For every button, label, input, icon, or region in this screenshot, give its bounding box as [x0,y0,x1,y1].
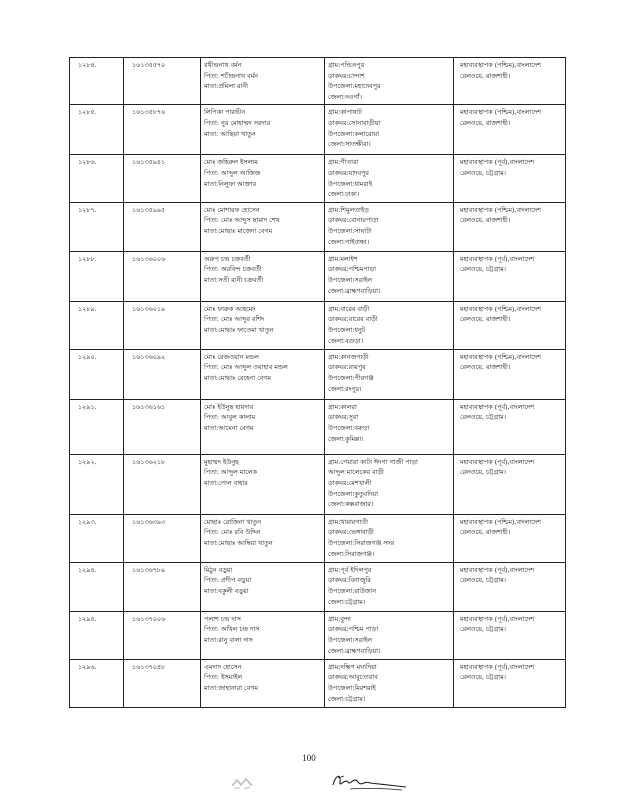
roll-number: ১৬১৩৬০১৯ [132,304,166,313]
posting-line: মহাব্যবস্থাপক (পূর্ব),বাংলাদেশ [460,158,535,167]
address-line: উপজেলা:ধনুট [328,325,366,334]
serial-number: ১২৯৬. [78,662,97,671]
address-line: জেলা:কুমিল্লা। [328,434,364,443]
posting-cell [454,659,566,707]
table-row [70,349,566,399]
address-cell [325,349,454,399]
serial-number: ১২৯৫. [78,614,97,623]
address-line: ডাকঘর:মেশখালী [328,478,372,487]
posting-line: মহাব্যবস্থাপক (পশ্চিম),বাংলাদেশ [460,61,541,69]
posting-line: রেলওয়ে, রাজশাহী। [460,118,511,127]
candidate-cell [201,58,325,105]
address-cell [325,251,454,301]
table-row [70,399,566,454]
address-line: জেলা:সিরাজগঞ্জ। [328,549,375,558]
roll-cell [124,611,201,659]
serial-cell [70,454,124,514]
posting-line: রেলওয়ে, রাজশাহী। [460,216,511,225]
mother-name: মাতা:প্রমিলা রানী [204,82,249,91]
table-row [70,659,566,707]
father-name: পিতা: অখিল চন্দ্র দাস [204,625,260,634]
page-number: 100 [302,753,316,763]
serial-number: ১২৮৯. [78,304,97,313]
father-name: পিতা: আবুল কালাম [204,413,256,422]
address-line: উপজেলা:মিরশরাই [328,683,376,692]
address-line: ডাকঘর:রায়পুর [328,363,366,372]
serial-cell [70,155,124,202]
address-line: গ্রাম:কালরা [328,402,357,411]
roll-cell [124,105,201,155]
table-row [70,562,566,611]
address-line: জেলা:ব্রাহ্মণবাড়িয়া। [328,646,381,655]
posting-line: মহাব্যবস্থাপক (পশ্চিম),বাংলাদেশ [460,352,541,361]
mother-name: মাতা:বকুলী বড়ুয়া [204,586,249,595]
candidate-cell [201,105,325,155]
posting-line: মহাব্যবস্থাপক (পশ্চিম),বাংলাদেশ [460,517,541,526]
roll-number: ১৬১৩৭০০৬ [132,614,166,623]
candidate-name: মোঃ ফারুক আহমেদ [204,304,256,313]
address-line: উপজেলা:ধামরাই [328,179,373,188]
roll-cell [124,514,201,562]
address-line: জেলা:গাইবান্ধা। [328,237,370,246]
posting-line: মহাব্যবস্থাপক (পূর্ব),বাংলাদেশ [460,254,535,263]
mother-name: মাতা:মোছাঃ ফাতেমা খাতুন [204,325,274,334]
address-line: ডাকঘর:বিনাজুরি [328,576,371,585]
father-name: পিতা: অরবিন্দ চক্রবর্তী [204,265,262,274]
posting-line: রেলওয়ে, চট্টগ্রাম। [460,413,506,422]
posting-line: মহাব্যবস্থাপক (পশ্চিম),বাংলাদেশ [460,108,541,117]
table-row [70,301,566,349]
posting-line: রেলওয়ে, রাজশাহী। [460,528,511,537]
candidate-cell [201,611,325,659]
address-line: জেলা:রংপুর। [328,384,362,393]
address-line: গ্রাম:কাপাষাট [328,108,362,117]
candidate-name: মুহাম্মদ ইউনুছ [204,457,239,466]
address-line: উপজেলা:মহাদেবপুর [328,82,381,91]
posting-line: রেলওয়ে, চট্টগ্রাম। [460,265,506,274]
candidate-name: রথীন্দ্রনাথ বর্মন [204,61,242,69]
address-line: গ্রাম:পন্ডিতপুর [328,61,365,69]
posting-line: মহাব্যবস্থাপক (পূর্ব),বাংলাদেশ [460,402,535,411]
serial-cell [70,562,124,611]
mother-name: মাতা:নিলুফা আক্তার [204,179,257,188]
serial-number: ১২৮৬. [78,158,97,167]
candidate-cell [201,301,325,349]
posting-line: মহাব্যবস্থাপক (পশ্চিম),বাংলাদেশ [460,304,541,313]
address-line: আব্দুল মালেকের বাড়ী [328,468,384,477]
address-line: জেলা:চট্টগ্রাম। [328,597,366,606]
mother-name: মাতা:সতী রানী চক্রবর্তী [204,275,264,284]
address-cell [325,58,454,105]
address-line: গ্রাম:গীতারা [328,158,359,167]
roll-cell [124,202,201,251]
table-row [70,454,566,514]
candidate-name: মোছাঃ রোজিনা খাতুন [204,517,262,526]
candidate-name: মোঃ রেজওয়ান মন্ডল [204,352,259,361]
mother-name: মাতা:আমেনা বেগম [204,423,254,432]
roll-cell [124,659,201,707]
address-cell [325,562,454,611]
roll-number: ১৬১৩৬০০৬ [132,254,166,263]
roll-number: ১৬১৩৭০৪৮ [132,662,166,671]
address-line: উপজেলা:সাঘাটা [328,226,372,235]
posting-cell [454,562,566,611]
posting-line: রেলওয়ে, চট্টগ্রাম। [460,468,506,477]
address-line: গ্রাম:কানজগাড়ী [328,352,369,361]
candidate-cell [201,659,325,707]
posting-line: রেলওয়ে, রাজশাহী। [460,71,511,80]
address-line: উপজেলা:কলারোয়া [328,129,380,138]
address-cell [325,105,454,155]
candidate-name: মোঃ মোশারফ হোসেন [204,205,260,214]
roll-number: ১৬১৩৫৫৭০ [132,61,166,69]
roll-number: ১৬১৩৬২১৮ [132,457,166,466]
address-line: গ্রাম:মলাইশ [328,254,358,263]
candidate-cell [201,202,325,251]
candidate-name: মোঃ ইউনুছ হায়দার [204,402,254,411]
address-line: গ্রাম:খামারগাতী [328,517,368,526]
roll-number: ১৬১৩৫৯৪১ [132,158,166,167]
table-row [70,251,566,301]
address-cell [325,399,454,454]
address-line: জেলা:কক্সবাজার। [328,500,374,509]
address-line: ডাকঘর:যাদবপুর [328,168,369,177]
roll-number: ১৬১৩৬৭৮৯ [132,565,166,574]
address-line: উপজেলা:সরাইল [328,635,373,644]
address-line: ডাকঘর:ভেঙ্গাবাড়ী [328,528,374,537]
posting-line: মহাব্যবস্থাপক (পূর্ব),বাংলাদেশ [460,457,535,466]
father-name: পিতা: মোঃ আব্দুস ছামাদ শেখ [204,216,280,225]
candidate-cell [201,454,325,514]
address-line: জেলা:নওগাঁ। [328,92,362,101]
candidate-cell [201,399,325,454]
address-line: উপজেলা:সরাইল [328,275,373,284]
father-name: পিতা: আব্দুল আজিজ [204,168,261,177]
posting-cell [454,251,566,301]
serial-cell [70,514,124,562]
address-cell [325,202,454,251]
address-line: গ্রাম:বুন্দা [328,614,351,623]
father-name: পিতা: মোঃ রবি উদ্দিন [204,528,261,537]
posting-cell [454,202,566,251]
mother-name: মাতা: আছিয়া খাতুন [204,129,256,138]
address-line: জেলা:ব্রাহ্মণবাড়িয়া। [328,286,381,295]
posting-cell [454,611,566,659]
roll-number: ১৬১৩৬৩৯৩ [132,517,166,526]
serial-number: ১২৮৪. [78,61,97,69]
candidate-name: পলাশ চন্দ্র দাস [204,614,241,623]
roll-number: ১৬১৩৬১৬১ [132,402,166,411]
table-row [70,514,566,562]
father-name: পিতা: ইসমাইল [204,673,243,682]
address-cell [325,155,454,202]
serial-cell [70,301,124,349]
candidate-name: অরুপ চন্দ্র চক্রবর্তী [204,254,251,263]
roll-cell [124,301,201,349]
address-line: জেলা:চট্টগ্রাম। [328,694,366,703]
address-line: উপজেলা:কুতুবদিয়া [328,489,378,498]
address-line: উপজেলা:বরুড়া [328,423,370,432]
candidate-cell [201,155,325,202]
address-line: গ্রাম:পূর্ব ইদিলপুর [328,565,372,574]
posting-line: মহাব্যবস্থাপক (পূর্ব),বাংলাদেশ [460,662,535,671]
posting-cell [454,58,566,105]
posting-line: মহাব্যবস্থাপক (পশ্চিম),বাংলাদেশ [460,205,541,214]
mother-name: মাতা:মোছাঃ মাজেদা বেগম [204,226,273,235]
posting-cell [454,105,566,155]
stamp-mark [228,774,258,792]
address-cell [325,301,454,349]
address-cell [325,514,454,562]
father-name: পিতা: শচীন্দ্রনাথ বর্মন [204,71,258,80]
roll-cell [124,454,201,514]
address-line: গ্রাম:পেয়ারা কাটা ঈদগা গাজী পাড়া [328,457,418,466]
posting-line: মহাব্যবস্থাপক (পূর্ব),বাংলাদেশ [460,565,535,574]
mother-name: মাতা:গোল বাহার [204,478,248,487]
mother-name: মাতা:মোছাঃ আম্বিয়া খাতুন [204,538,273,547]
serial-number: ১২৯২. [78,457,97,466]
candidate-name: লিপিকা পারভীন [204,108,246,117]
address-line: গ্রাম:বারের বাড়ী [328,304,370,313]
serial-cell [70,251,124,301]
roll-cell [124,399,201,454]
address-line: ডাকঘর:চান্দাশ [328,71,365,80]
posting-line: রেলওয়ে, রাজশাহী। [460,363,511,372]
serial-cell [70,399,124,454]
roll-cell [124,58,201,105]
address-line: ডাকঘর:পশ্চিমপাড়া [328,265,377,274]
mother-name: মাতা:রানু বালা দাস [204,635,253,644]
candidate-table [69,57,566,708]
address-line: ডাকঘর:আবুতোরাব [328,673,378,682]
address-line: গ্রাম:শিমুলতাইড় [328,205,369,214]
roll-cell [124,562,201,611]
roll-number: ১৬১৩৫৯৯৫ [132,205,166,214]
address-line: ডাকঘর:সুরা [328,413,359,422]
father-name: পিতা: নুর মোহাম্মদ সরদার [204,118,271,127]
table-row [70,105,566,155]
serial-number: ১২৮৭. [78,205,97,214]
address-line: উপজেলা:রাউজান [328,586,377,595]
serial-number: ১২৯৪. [78,565,97,574]
posting-line: রেলওয়ে, রাজশাহী। [460,315,511,324]
posting-line: রেলওয়ে, চট্টগ্রাম। [460,625,506,634]
table-row [70,611,566,659]
serial-number: ১২৯৩. [78,517,97,526]
address-line: ডাকঘর:সোনাবাড়ীয়া [328,118,381,127]
serial-cell [70,202,124,251]
candidate-name: এমদাদ হোসেন [204,662,242,671]
posting-cell [454,155,566,202]
candidate-cell [201,562,325,611]
father-name: পিতা: মোঃ আব্দুর রশিদ [204,315,265,324]
address-line: উপজেলা:সিরাজগঞ্জ সদর [328,538,395,547]
roll-cell [124,155,201,202]
mother-name: মাতা:জাহানারা বেগম [204,683,258,692]
candidate-name: মোঃ জহিরুল ইসলাম [204,158,258,167]
father-name: পিতা: প্রদীপ বড়ুয়া [204,576,252,585]
address-line: উপজেলা:পীরগঞ্জ [328,373,374,382]
posting-line: রেলওয়ে, চট্টগ্রাম। [460,673,506,682]
table-row [70,155,566,202]
serial-cell [70,58,124,105]
address-line: জেলা:ঢাকা। [328,190,360,199]
candidate-cell [201,251,325,301]
roll-cell [124,251,201,301]
posting-cell [454,301,566,349]
mother-name: মাতা:মোছাঃ রেহেনা বেগম [204,373,271,382]
serial-number: ১২৯০. [78,352,97,361]
posting-line: রেলওয়ে, চট্টগ্রাম। [460,576,506,585]
posting-cell [454,349,566,399]
serial-number: ১২৮৮. [78,254,97,263]
posting-cell [454,514,566,562]
address-cell [325,454,454,514]
table-body [70,58,566,708]
address-line: ডাকঘর:বারের বাড়ী [328,315,378,324]
serial-cell [70,659,124,707]
serial-cell [70,349,124,399]
father-name: পিতা: আব্দুল মালেক [204,468,257,477]
address-cell [325,611,454,659]
serial-number: ১২৮৫. [78,108,97,117]
serial-number: ১২৯১. [78,402,97,411]
address-line: ডাকঘর:বোনারপাড়া [328,216,379,225]
posting-line: মহাব্যবস্থাপক (পূর্ব),বাংলাদেশ [460,614,535,623]
posting-cell [454,399,566,454]
address-line: জেলা:সাতক্ষীরা। [328,140,371,149]
posting-line: রেলওয়ে, চট্টগ্রাম। [460,168,506,177]
signature [330,770,410,792]
father-name: পিতা: মোঃ আব্দুল ওয়াহাব মন্ডল [204,363,288,372]
address-line: ডাকঘর:পশ্চিম পাড়া [328,625,379,634]
serial-cell [70,105,124,155]
address-line: গ্রাম:দক্ষিণ মঘাদিয়া [328,662,377,671]
candidate-cell [201,349,325,399]
table-row [70,202,566,251]
roll-number: ১৬১৩৫৮৭৬ [132,108,166,117]
posting-cell [454,454,566,514]
roll-cell [124,349,201,399]
roll-number: ১৬১৩৬০৯২ [132,352,166,361]
candidate-cell [201,514,325,562]
address-line: জেলা:বগুড়া। [328,336,364,345]
table-row [70,58,566,105]
address-cell [325,659,454,707]
serial-cell [70,611,124,659]
candidate-name: মিঠুন বড়ুয়া [204,565,233,574]
